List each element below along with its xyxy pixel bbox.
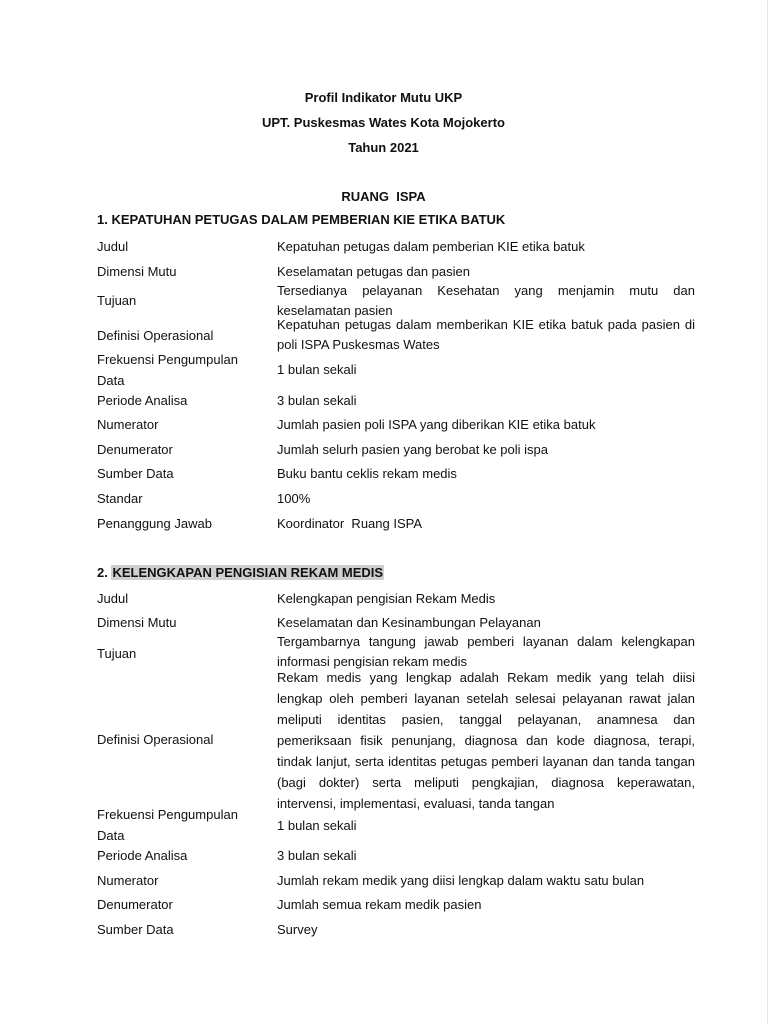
s2-frekuensi-value: 1 bulan sekali bbox=[277, 818, 357, 833]
s2-denumerator-value: Jumlah semua rekam medik pasien bbox=[277, 897, 482, 912]
s2-numerator-label: Numerator bbox=[97, 873, 159, 888]
s2-frekuensi-label: Frekuensi Pengumpulan Data bbox=[97, 807, 238, 843]
s1-tujuan-label: Tujuan bbox=[97, 293, 137, 308]
s1-sumber-value: Buku bantu ceklis rekam medis bbox=[277, 466, 457, 481]
s1-penanggung-value: Koordinator Ruang ISPA bbox=[277, 516, 423, 531]
s2-sumber-label: Sumber Data bbox=[97, 922, 174, 937]
s1-frekuensi-value: 1 bulan sekali bbox=[277, 362, 357, 377]
s1-definisi-label: Definisi Operasional bbox=[97, 328, 214, 343]
s1-periode-value: 3 bulan sekali bbox=[277, 393, 357, 408]
s1-denumerator-value: Jumlah selurh pasien yang berobat ke poli ispa bbox=[277, 442, 549, 457]
s2-sumber-value: Survey bbox=[277, 922, 318, 937]
document-title: Profil Indikator Mutu UKP bbox=[304, 90, 463, 105]
s1-numerator-label: Numerator bbox=[97, 417, 159, 432]
document-year: Tahun 2021 bbox=[348, 140, 419, 155]
s2-definisi-label: Definisi Operasional bbox=[97, 732, 214, 747]
s1-periode-label: Periode Analisa bbox=[97, 393, 188, 408]
organization-name: UPT. Puskesmas Wates Kota Mojokerto bbox=[262, 115, 505, 130]
s2-periode-label: Periode Analisa bbox=[97, 848, 188, 863]
s2-definisi-value: Rekam medis yang lengkap adalah Rekam medik yang telah diisi lengkap oleh pemberi layanan setelah selesai pelayanan rawat jalan meliputi identitas pasien, tanggal pelayanan, anamnesa dan pemeriksaan fisik penunjang, diagnosa dan kode diagnosa, terapi, tindak lanjut, serta identitas petugas pemberi layanan dan tanda tangan (bagi dokter) serta meliputi pengkajian, diagnosa keperawatan, intervensi, implementasi, evaluasi, tanda tangan bbox=[277, 670, 695, 811]
s1-numerator-value: Jumlah pasien poli ISPA yang diberikan KIE etika batuk bbox=[277, 417, 596, 432]
s1-judul-value: Kepatuhan petugas dalam pemberian KIE etika batuk bbox=[277, 239, 585, 254]
s1-penanggung-label: Penanggung Jawab bbox=[97, 516, 212, 531]
room-title: RUANG ISPA bbox=[341, 189, 426, 204]
s2-judul-value: Kelengkapan pengisian Rekam Medis bbox=[277, 591, 496, 606]
section-2-title bbox=[97, 565, 384, 580]
s2-judul-label: Judul bbox=[97, 591, 129, 606]
s1-standar-label: Standar bbox=[97, 491, 143, 506]
section-2-number: 2. bbox=[97, 565, 108, 580]
s1-denumerator-label: Denumerator bbox=[97, 442, 173, 457]
s2-dimensi-value: Keselamatan dan Kesinambungan Pelayanan bbox=[277, 615, 541, 630]
s2-periode-value: 3 bulan sekali bbox=[277, 848, 357, 863]
s1-standar-value: 100% bbox=[277, 491, 311, 506]
s2-numerator-value: Jumlah rekam medik yang diisi lengkap dalam waktu satu bulan bbox=[277, 873, 645, 888]
s2-tujuan-value: Tergambarnya tangung jawab pemberi layanan dalam kelengkapan informasi pengisian rekam medis bbox=[277, 634, 695, 669]
s1-sumber-label: Sumber Data bbox=[97, 466, 174, 481]
s2-dimensi-label: Dimensi Mutu bbox=[97, 615, 177, 630]
section-2-title-text: KELENGKAPAN PENGISIAN REKAM MEDIS bbox=[112, 565, 384, 580]
s1-dimensi-label: Dimensi Mutu bbox=[97, 264, 177, 279]
s1-definisi-value: Kepatuhan petugas dalam memberikan KIE etika batuk pada pasien di poli ISPA Puskesmas Wates bbox=[277, 317, 695, 352]
s1-tujuan-value: Tersedianya pelayanan Kesehatan yang menjamin mutu dan keselamatan pasien bbox=[277, 283, 695, 318]
s1-frekuensi-label: Frekuensi Pengumpulan Data bbox=[97, 352, 238, 388]
s1-dimensi-value: Keselamatan petugas dan pasien bbox=[277, 264, 470, 279]
section-1-title: 1. KEPATUHAN PETUGAS DALAM PEMBERIAN KIE ETIKA BATUK bbox=[97, 212, 506, 227]
s2-tujuan-label: Tujuan bbox=[97, 646, 137, 661]
s2-denumerator-label: Denumerator bbox=[97, 897, 173, 912]
s1-judul-label: Judul bbox=[97, 239, 129, 254]
